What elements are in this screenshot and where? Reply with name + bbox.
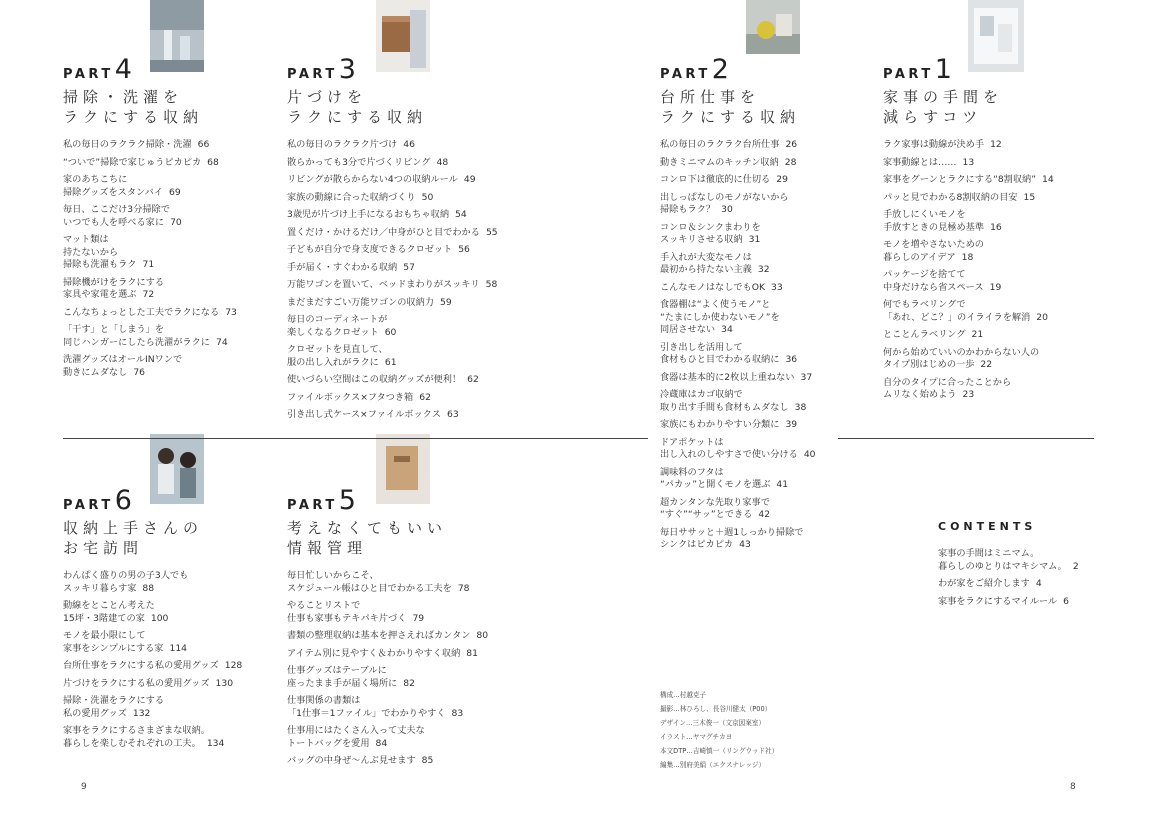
toc-item bbox=[883, 192, 1123, 205]
toc-item bbox=[63, 277, 303, 302]
toc-item-page: 128 bbox=[224, 660, 243, 671]
toc-item bbox=[660, 192, 900, 217]
toc-item-page: 19 bbox=[989, 281, 1002, 293]
part-title: 掃除・洗濯を ラクにする収納 bbox=[63, 88, 204, 126]
toc-item-page: 28 bbox=[784, 156, 797, 168]
toc-item bbox=[660, 222, 900, 247]
part-label: PART5 bbox=[287, 485, 356, 516]
toc-item-text: 手が届く・すぐわかる収納 bbox=[287, 261, 398, 273]
toc-item bbox=[287, 695, 527, 720]
toc-item-page: 134 bbox=[206, 737, 225, 749]
part-label: PART2 bbox=[660, 54, 729, 85]
toc-item bbox=[287, 174, 527, 187]
part2-photo bbox=[746, 0, 800, 54]
toc-item-text: 手入れが大変なモノは 最初から持たない主義 bbox=[660, 251, 752, 275]
toc-item-page: 58 bbox=[485, 279, 498, 290]
toc-item-text: 引き出し式ケース×ファイルボックス bbox=[287, 409, 441, 420]
toc-item-text: まだまだすごい万能ワゴンの収納力 bbox=[287, 296, 434, 308]
toc-item bbox=[287, 665, 527, 690]
toc-item-text: 書類の整理収納は基本を押さえればカンタン bbox=[287, 630, 471, 641]
toc-item-text: 自分のタイプに合ったことから ムリなく始めよう bbox=[883, 376, 1012, 400]
toc-item-text: 冷蔵庫はカゴ収納で 取り出す手間も食材もムダなし bbox=[660, 389, 789, 413]
toc-item-page: 78 bbox=[457, 582, 470, 594]
toc-item-text: 掃除・洗濯をラクにする 私の愛用グッズ bbox=[63, 695, 165, 719]
toc-item-text: 調味料のフタは “パカッ”と開くモノを選ぶ bbox=[660, 466, 771, 490]
toc-item-text: 万能ワゴンを置いて、ベッドまわりがスッキリ bbox=[287, 279, 480, 290]
toc-item-page: 46 bbox=[403, 139, 415, 150]
toc-item-page: 6 bbox=[1063, 595, 1069, 607]
toc-item-text: 超カンタンな先取り家事で “すぐ”“サッ”とできる bbox=[660, 496, 770, 520]
toc-item-text: マット類は 持たないから 掃除も洗濯もラク bbox=[63, 234, 137, 270]
toc-item-text: 片づけをラクにする私の愛用グッズ bbox=[63, 677, 210, 689]
toc-item bbox=[883, 139, 1123, 152]
toc-item bbox=[287, 600, 527, 625]
toc-item bbox=[660, 497, 900, 522]
toc-item bbox=[287, 209, 527, 222]
part4-section bbox=[63, 54, 303, 384]
part-title: 収納上手さんの お宅訪問 bbox=[63, 519, 204, 557]
toc-item-text: 台所仕事をラクにする私の愛用グッズ bbox=[63, 660, 219, 671]
toc-item-text: 引き出しを活用して 食材もひと目でわかる収納に bbox=[660, 341, 780, 365]
toc-item-page: 18 bbox=[961, 251, 974, 263]
toc-item-page: 39 bbox=[785, 419, 798, 430]
toc-item-page: 48 bbox=[436, 156, 449, 168]
toc-item-text: 毎日、ここだけ3分掃除で いつでも人を呼べる家に bbox=[63, 204, 170, 228]
toc-item bbox=[660, 389, 900, 414]
toc-item-page: 34 bbox=[721, 324, 733, 335]
part1-section bbox=[883, 54, 1123, 407]
toc-item bbox=[287, 157, 527, 170]
toc-item bbox=[287, 392, 527, 405]
toc-item-page: 16 bbox=[990, 221, 1002, 233]
toc-item-page: 54 bbox=[455, 209, 467, 220]
toc-item-page: 43 bbox=[739, 539, 751, 550]
toc-list bbox=[287, 139, 527, 422]
toc-item-page: 29 bbox=[776, 174, 788, 185]
toc-list bbox=[63, 570, 303, 750]
toc-list bbox=[883, 139, 1123, 402]
contents-section bbox=[938, 548, 1138, 613]
toc-item bbox=[883, 157, 1123, 170]
toc-item-page: 57 bbox=[403, 261, 415, 273]
toc-item-text: とことんラベリング bbox=[883, 329, 966, 340]
toc-item bbox=[63, 630, 303, 655]
toc-item-page: 41 bbox=[776, 479, 789, 490]
toc-item-text: 家事の手間はミニマム。 暮らしのゆとりはマキシマム。 bbox=[938, 548, 1067, 572]
toc-item bbox=[883, 377, 1123, 402]
toc-item bbox=[883, 239, 1123, 264]
toc-item-text: アイテム別に見やすく＆わかりやすく収納 bbox=[287, 647, 461, 659]
credits-list bbox=[660, 688, 778, 772]
toc-item-page: 84 bbox=[375, 737, 388, 749]
part-number: 1 bbox=[934, 54, 952, 85]
toc-item-page: 56 bbox=[458, 244, 470, 255]
toc-item-text: 3歳児が片づけ上手になるおもちゃ収納 bbox=[287, 209, 450, 220]
page-number-left: 9 bbox=[81, 782, 87, 792]
part-title: 台所仕事を ラクにする収納 bbox=[660, 88, 801, 126]
part6-section bbox=[63, 485, 303, 755]
toc-item-text: こんなちょっとした工夫でラクになる bbox=[63, 306, 220, 318]
toc-item bbox=[660, 282, 900, 295]
contents-heading: CONTENTS bbox=[938, 520, 1037, 533]
toc-item-text: コンロ＆シンクまわりを スッキリさせる収納 bbox=[660, 221, 761, 245]
toc-item bbox=[660, 157, 900, 170]
toc-item-page: 71 bbox=[142, 259, 155, 270]
toc-item bbox=[63, 600, 303, 625]
toc-item-text: 「干す」と「しまう」を 同じハンガーにしたら洗濯がラクに bbox=[63, 324, 210, 348]
toc-item bbox=[287, 630, 527, 643]
toc-item-text: 掃除機がけをラクにする 家具や家電を選ぶ bbox=[63, 276, 165, 300]
toc-item-page: 60 bbox=[384, 326, 397, 338]
toc-item-text: 家族にもわかりやすい分類に bbox=[660, 419, 780, 430]
part-label: PART6 bbox=[63, 485, 132, 516]
toc-item-page: 74 bbox=[216, 336, 228, 348]
toc-item-text: 私の毎日のラクラク掃除・洗濯 bbox=[63, 139, 192, 150]
part-title: 家事の手間を 減らすコツ bbox=[883, 88, 1004, 126]
toc-item-text: 仕事用にはたくさん入って丈夫な トートバッグを愛用 bbox=[287, 725, 425, 749]
toc-item-text: 洗濯グッズはオールINワンで 動きにムダなし bbox=[63, 354, 183, 378]
toc-item bbox=[287, 244, 527, 257]
toc-item bbox=[883, 329, 1123, 342]
toc-item-text: 家事をラクにするさまざまな収納。 暮らしを楽しむそれぞれの工夫。 bbox=[63, 725, 210, 749]
toc-item-text: 何でもラベリングで 「あれ、どこ？」のイライラを解消 bbox=[883, 299, 1031, 323]
toc-item-page: 50 bbox=[421, 191, 434, 203]
toc-item-text: 食器は基本的に2枚以上重ねない bbox=[660, 371, 795, 383]
toc-item-page: 72 bbox=[142, 289, 155, 300]
toc-item bbox=[63, 324, 303, 349]
toc-item-text: 手放しにくいモノを 手放すときの見極め基準 bbox=[883, 209, 985, 233]
toc-item-page: 80 bbox=[476, 630, 489, 641]
part2-section bbox=[660, 54, 900, 557]
toc-item-page: 63 bbox=[446, 409, 459, 420]
toc-item-page: 12 bbox=[990, 139, 1002, 150]
toc-item-page: 85 bbox=[421, 755, 434, 766]
toc-item-text: 私の毎日のラクラク片づけ bbox=[287, 139, 398, 150]
page-number-right: 8 bbox=[1070, 782, 1076, 792]
toc-item-page: 14 bbox=[1042, 174, 1054, 185]
toc-item-page: 62 bbox=[419, 391, 431, 403]
toc-item bbox=[63, 139, 303, 152]
part-number: 2 bbox=[711, 54, 729, 85]
toc-item bbox=[883, 174, 1123, 187]
toc-item-text: パッケージを捨てて 中身だけなら省スペース bbox=[883, 269, 984, 293]
toc-item-text: 動線をとことん考えた 15坪・3階建ての家 bbox=[63, 600, 155, 624]
toc-item-page: 23 bbox=[962, 389, 975, 400]
toc-item-page: 79 bbox=[412, 612, 425, 624]
toc-item-page: 59 bbox=[440, 296, 452, 308]
toc-item-text: 毎日のコーディネートが 楽しくなるクロゼット bbox=[287, 314, 388, 338]
toc-item bbox=[883, 347, 1123, 372]
toc-item-page: 15 bbox=[1023, 191, 1036, 203]
toc-item-text: 子どもが自分で身支度できるクロゼット bbox=[287, 244, 453, 255]
toc-item bbox=[660, 527, 900, 552]
toc-item bbox=[63, 570, 303, 595]
toc-item-text: 毎日ササッと＋週1しっかり掃除で シンクはピカピカ bbox=[660, 526, 804, 550]
toc-item-page: 114 bbox=[169, 642, 188, 654]
toc-item-page: 62 bbox=[467, 374, 479, 385]
toc-item-page: 30 bbox=[721, 204, 733, 215]
toc-item bbox=[63, 234, 303, 272]
toc-item-page: 88 bbox=[142, 582, 155, 594]
toc-item-text: わが家をご紹介します bbox=[938, 578, 1030, 589]
toc-item bbox=[63, 204, 303, 229]
toc-item bbox=[63, 660, 303, 673]
toc-item-text: 出しっぱなしのモノがないから 掃除もラク？ bbox=[660, 191, 789, 215]
part3-section bbox=[287, 54, 527, 427]
credit-line: 撮影…林ひろし、長谷川健太（P00） bbox=[660, 705, 772, 713]
toc-item-text: こんなモノはなしでもOK bbox=[660, 281, 766, 293]
toc-item-page: 82 bbox=[403, 677, 415, 689]
toc-item bbox=[287, 297, 527, 310]
toc-item-page: 32 bbox=[757, 264, 770, 275]
toc-item bbox=[883, 299, 1123, 324]
toc-list bbox=[63, 139, 303, 379]
toc-item-page: 81 bbox=[466, 647, 478, 659]
toc-item bbox=[287, 227, 527, 240]
toc-list bbox=[660, 139, 900, 552]
toc-item-page: 37 bbox=[800, 371, 813, 383]
toc-item bbox=[287, 725, 527, 750]
part-label: PART3 bbox=[287, 54, 356, 85]
toc-item-page: 61 bbox=[384, 356, 397, 368]
toc-item bbox=[660, 299, 900, 337]
credit-line: 編集…別府美絹（エクスナレッジ） bbox=[660, 761, 766, 769]
toc-item bbox=[63, 695, 303, 720]
toc-item-page: 4 bbox=[1035, 578, 1042, 589]
toc-item-page: 100 bbox=[150, 612, 169, 624]
toc-item-page: 66 bbox=[197, 139, 210, 150]
credit-line: 構成…村越克子 bbox=[660, 691, 707, 699]
toc-item-page: 31 bbox=[748, 234, 761, 245]
toc-item bbox=[938, 548, 1138, 573]
toc-item-text: 置くだけ・かけるだけ／中身がひと目でわかる bbox=[287, 226, 480, 238]
toc-item bbox=[63, 174, 303, 199]
toc-item-page: 2 bbox=[1072, 560, 1079, 572]
toc-item-text: モノを増やさないための 暮らしのアイデア bbox=[883, 239, 984, 263]
toc-item-text: ドアポケットは 出し入れのしやすさで使い分ける bbox=[660, 436, 798, 460]
toc-item-text: 食器棚は“よく使うモノ”と “たまにしか使わないモノ”を 同居させない bbox=[660, 299, 780, 335]
toc-item bbox=[287, 374, 527, 387]
toc-item-text: 散らかっても3分で片づくリビング bbox=[287, 156, 431, 168]
toc-item-page: 13 bbox=[962, 156, 975, 168]
toc-item-text: ラク家事は動線が決め手 bbox=[883, 139, 985, 150]
toc-item bbox=[660, 372, 900, 385]
toc-item-page: 38 bbox=[794, 401, 807, 413]
toc-item bbox=[660, 252, 900, 277]
part5-section bbox=[287, 485, 527, 773]
toc-item-page: 21 bbox=[971, 329, 984, 340]
part-title: 考えなくてもいい 情報管理 bbox=[287, 519, 448, 557]
credit-line: 本文DTP…吉崎慎一（リングウッド社） bbox=[660, 747, 779, 755]
credit-line: デザイン…三木俊一（文京図案室） bbox=[660, 719, 766, 727]
toc-item bbox=[660, 174, 900, 187]
toc-item-text: 仕事関係の書類は 「1仕事＝1ファイル」でわかりやすく bbox=[287, 695, 446, 719]
toc-item bbox=[287, 279, 527, 292]
toc-item-text: “ついで”掃除で家じゅうピカピカ bbox=[63, 156, 202, 168]
toc-item bbox=[63, 678, 303, 691]
toc-item-text: 私の毎日のラクラク台所仕事 bbox=[660, 139, 780, 150]
toc-item-page: 40 bbox=[803, 449, 816, 460]
toc-item bbox=[660, 419, 900, 432]
toc-item-page: 26 bbox=[785, 139, 798, 150]
toc-item bbox=[883, 269, 1123, 294]
toc-item-text: 毎日忙しいからこそ、 スケジュール帳はひと目でわかる工夫を bbox=[287, 570, 452, 594]
toc-item-page: 36 bbox=[785, 354, 798, 365]
toc-item-text: 家事をグーンとラクにする“8割収納” bbox=[883, 174, 1036, 185]
toc-item bbox=[287, 648, 527, 661]
toc-item-page: 69 bbox=[168, 186, 181, 198]
toc-item bbox=[938, 578, 1138, 591]
toc-item bbox=[287, 344, 527, 369]
toc-item-text: パッと見でわかる8割収納の目安 bbox=[883, 191, 1018, 203]
toc-item bbox=[287, 262, 527, 275]
toc-list bbox=[287, 570, 527, 768]
toc-item-text: バッグの中身ぜ〜んぶ見せます bbox=[287, 755, 416, 766]
toc-item-page: 83 bbox=[451, 707, 464, 719]
part-title: 片づけを ラクにする収納 bbox=[287, 88, 428, 126]
toc-item-page: 68 bbox=[207, 156, 219, 168]
toc-item-page: 130 bbox=[215, 677, 234, 689]
toc-item-page: 33 bbox=[771, 281, 783, 293]
toc-item bbox=[287, 314, 527, 339]
toc-item-text: 動きミニマムのキッチン収納 bbox=[660, 156, 779, 168]
toc-item-text: 仕事グッズはテーブルに 座ったまま手が届く場所に bbox=[287, 665, 398, 689]
toc-item-page: 70 bbox=[170, 216, 182, 228]
toc-item-text: 家事動線とは…… bbox=[883, 156, 957, 168]
part-label: PART4 bbox=[63, 54, 132, 85]
toc-item-page: 42 bbox=[758, 509, 771, 520]
toc-item-page: 55 bbox=[485, 226, 498, 238]
credit-line: イラスト…ヤマグチカヨ bbox=[660, 733, 733, 741]
toc-item bbox=[883, 209, 1123, 234]
toc-item bbox=[63, 354, 303, 379]
toc-item bbox=[287, 409, 527, 422]
toc-item bbox=[63, 157, 303, 170]
part-number: 5 bbox=[338, 485, 356, 516]
part-number: 4 bbox=[114, 54, 132, 85]
toc-item-text: 家事をラクにするマイルール bbox=[938, 595, 1058, 607]
toc-item-text: リビングが散らからない4つの収納ルール bbox=[287, 174, 458, 185]
toc-item-page: 132 bbox=[132, 707, 151, 719]
toc-item-text: やることリストで 仕事も家事もテキパキ片づく bbox=[287, 600, 407, 624]
toc-item bbox=[287, 192, 527, 205]
toc-item bbox=[660, 342, 900, 367]
toc-item bbox=[660, 437, 900, 462]
toc-list bbox=[938, 548, 1138, 608]
toc-item-page: 20 bbox=[1036, 311, 1048, 323]
toc-item-text: 家のあちこちに 掃除グッズをスタンバイ bbox=[63, 174, 163, 198]
toc-item-text: モノを最小限にして 家事をシンプルにする家 bbox=[63, 630, 164, 654]
toc-item bbox=[287, 755, 527, 768]
toc-item-text: わんぱく盛りの男の子3人でも スッキリ暮らす家 bbox=[63, 570, 189, 594]
toc-item bbox=[63, 725, 303, 750]
toc-item-page: 22 bbox=[980, 359, 993, 370]
toc-item-text: 何から始めていいのかわからない人の タイプ別はじめの一歩 bbox=[883, 346, 1040, 370]
section-divider-left bbox=[63, 438, 648, 439]
toc-item-text: コンロ下は徹底的に仕切る bbox=[660, 174, 771, 185]
toc-item bbox=[938, 596, 1138, 609]
toc-item bbox=[287, 570, 527, 595]
toc-item-text: 家族の動線に合った収納づくり bbox=[287, 191, 416, 203]
toc-item bbox=[287, 139, 527, 152]
toc-item-text: ファイルボックス×フタつき箱 bbox=[287, 391, 414, 403]
toc-item-text: 使いづらい空間はこの収納グッズが便利！ bbox=[287, 374, 462, 385]
toc-item bbox=[660, 467, 900, 492]
toc-item-text: クロゼットを見直して、 服の出し入れがラクに bbox=[287, 344, 388, 368]
toc-item-page: 49 bbox=[463, 174, 476, 185]
part-number: 6 bbox=[114, 485, 132, 516]
toc-item-page: 76 bbox=[133, 366, 146, 378]
toc-item bbox=[63, 307, 303, 320]
part-label: PART1 bbox=[883, 54, 952, 85]
toc-item bbox=[660, 139, 900, 152]
toc-item-page: 73 bbox=[225, 306, 237, 318]
part-number: 3 bbox=[338, 54, 356, 85]
